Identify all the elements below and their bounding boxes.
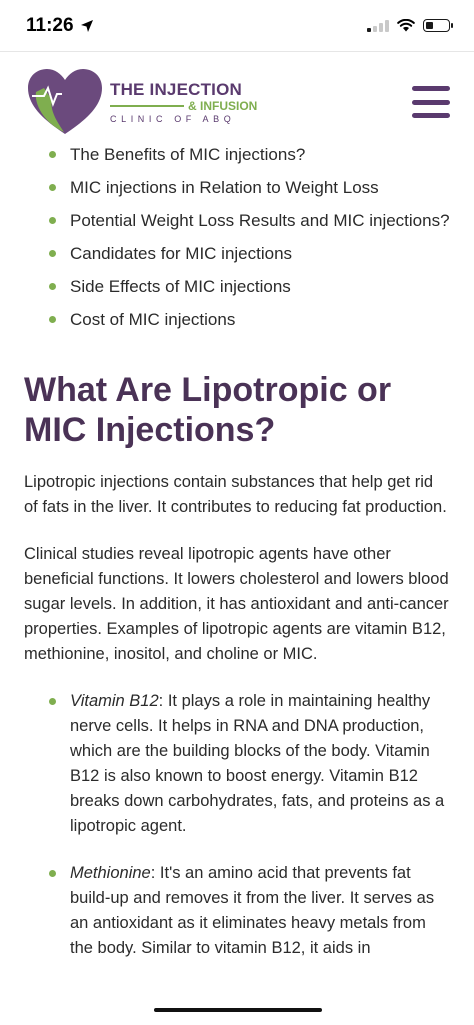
wifi-icon bbox=[397, 19, 415, 32]
status-time: 11:26 bbox=[26, 14, 74, 36]
bullet-icon bbox=[49, 217, 56, 224]
bullet-icon bbox=[49, 250, 56, 257]
logo-infusion-text: & INFUSION bbox=[188, 98, 258, 113]
table-of-contents bbox=[24, 142, 450, 332]
lipotropic-agents-list bbox=[24, 689, 450, 961]
battery-icon bbox=[423, 19, 450, 32]
agent-description: : It's an amino acid that prevents fat build-up and removes it from the liver. It serves as an antioxidant as it eliminates heavy metals from the body. Similar to vitamin B12, it aids in bbox=[70, 864, 435, 957]
toc-item[interactable]: Cost of MIC injections bbox=[24, 307, 450, 332]
agent-name: Methionine bbox=[70, 864, 151, 882]
clinic-logo[interactable] bbox=[24, 66, 257, 138]
bullet-icon bbox=[49, 698, 56, 705]
bullet-icon bbox=[49, 283, 56, 290]
paragraph-studies: Clinical studies reveal lipotropic agents have other beneficial functions. It lowers cholesterol and lowers blood sugar levels. In addition, it has antioxidant and anti-cancer properties. Examples of lipotropic agents are vitamin B12, methionine, inositol, and choline or MIC. bbox=[24, 545, 449, 663]
paragraph-intro: Lipotropic injections contain substances that help get rid of fats in the liver. It contributes to reducing fat production. bbox=[24, 473, 447, 516]
list-item bbox=[24, 861, 450, 961]
bullet-icon bbox=[49, 316, 56, 323]
logo-line-1: THE INJECTION bbox=[110, 79, 243, 99]
bullet-icon bbox=[49, 870, 56, 877]
heart-hand-logo-icon bbox=[24, 66, 106, 138]
logo-line-2 bbox=[110, 100, 257, 112]
logo-text bbox=[110, 81, 257, 124]
toc-item[interactable]: Potential Weight Loss Results and MIC injections? bbox=[24, 208, 450, 233]
bullet-icon bbox=[49, 184, 56, 191]
status-right bbox=[367, 19, 450, 32]
toc-item[interactable]: Side Effects of MIC injections bbox=[24, 274, 450, 299]
section-heading: What Are Lipotropic or MIC Injections? bbox=[24, 371, 392, 449]
toc-item[interactable]: MIC injections in Relation to Weight Loss bbox=[24, 175, 450, 200]
article-content bbox=[0, 142, 474, 961]
logo-line-3: CLINIC OF ABQ bbox=[110, 113, 236, 124]
home-indicator bbox=[154, 1008, 322, 1012]
bullet-icon bbox=[49, 151, 56, 158]
status-bar bbox=[0, 0, 474, 52]
agent-name: Vitamin B12 bbox=[70, 692, 159, 710]
agent-description: : It plays a role in maintaining healthy nerve cells. It helps in RNA and DNA production, which are the building blocks of the body. Vitamin B12 is also known to boost energy. Vitamin B12 breaks down carbohydrates, fats, and proteins as a lipotropic agent. bbox=[70, 692, 445, 835]
list-item bbox=[24, 689, 450, 839]
cellular-signal-icon bbox=[367, 20, 389, 32]
hamburger-menu-icon[interactable] bbox=[412, 86, 450, 118]
toc-item[interactable]: The Benefits of MIC injections? bbox=[24, 142, 450, 167]
location-arrow-icon bbox=[80, 19, 94, 33]
status-left bbox=[26, 15, 94, 37]
site-header bbox=[0, 52, 474, 142]
toc-item[interactable]: Candidates for MIC injections bbox=[24, 241, 450, 266]
